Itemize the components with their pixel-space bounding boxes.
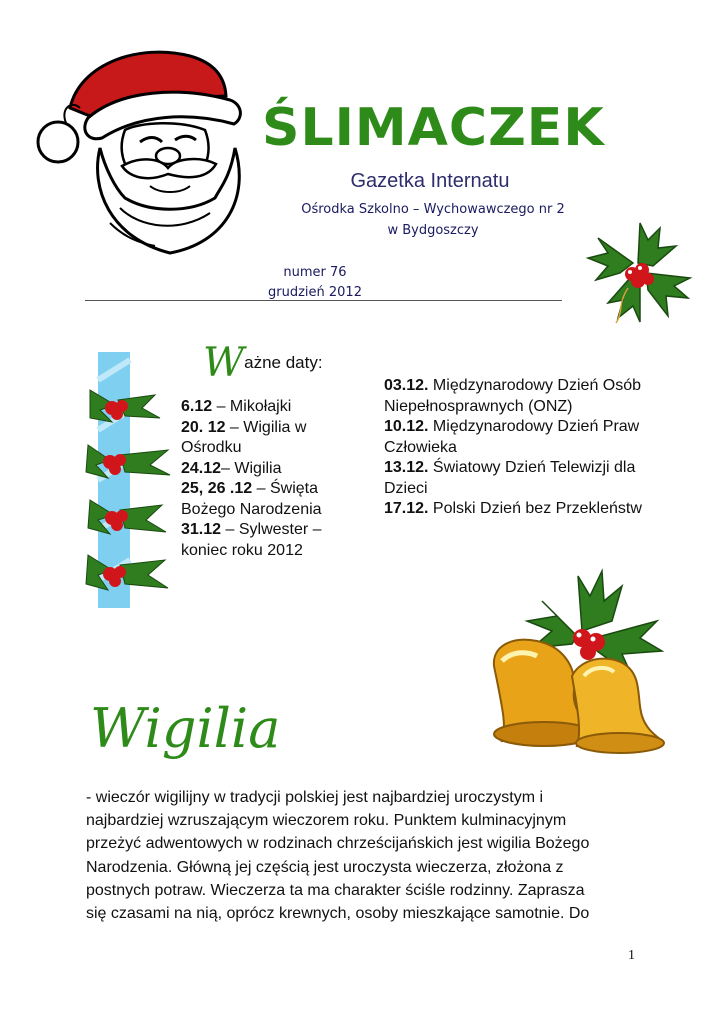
important-dates-heading (203, 340, 323, 386)
article-line: przeżyć adwentowych w rodzinach chrześcijańskich jest wigilia Bożego (86, 835, 590, 853)
page-number: 1 (628, 948, 635, 963)
issue-number: numer 76 (283, 265, 347, 280)
issue-date: grudzień 2012 (268, 285, 362, 300)
date-entry: 10.12. Międzynarodowy Dzień Praw Człowieka (384, 418, 640, 456)
newsletter-title: ŚLIMACZEK (262, 98, 605, 158)
date-entry: 03.12. Międzynarodowy Dzień Osób Niepełnosprawnych (ONZ) (384, 377, 642, 415)
holly-sprig-illustration (578, 218, 698, 328)
dates-left-column (181, 397, 356, 561)
date-entry: 20. 12 – Wigilia w Ośrodku (181, 418, 307, 456)
article-line: najbardziej wzruszającym wieczorem roku. Punktem kulminacyjnym (86, 812, 567, 830)
heading-rest: ażne daty: (244, 353, 323, 372)
santa-illustration (30, 38, 260, 263)
article-body (86, 786, 626, 925)
article-title: Wigilia (90, 697, 281, 760)
dates-right-column (384, 376, 654, 520)
date-entry: 13.12. Światowy Dzień Telewizji dla Dzieci (384, 459, 636, 497)
organization-line-1: Ośrodka Szkolno – Wychowawczego nr 2 (301, 202, 565, 217)
header-divider (85, 300, 562, 301)
newsletter-subtitle: Gazetka Internatu (350, 170, 510, 192)
date-entry: 25, 26 .12 – Święta Bożego Narodzenia (181, 480, 322, 518)
holly-ribbon-illustration (80, 350, 175, 612)
date-entry: 17.12. Polski Dzień bez Przekleństw (384, 500, 642, 517)
article-line: Narodzenia. Główną jej częścią jest uroczysta wieczerza, złożona z (86, 858, 564, 876)
heading-initial: W (203, 340, 245, 386)
date-entry: 31.12 – Sylwester – koniec roku 2012 (181, 521, 322, 559)
christmas-bells-illustration (482, 566, 682, 756)
article-line: - wieczór wigilijny w tradycji polskiej jest najbardziej uroczystym i (86, 789, 544, 806)
article-line: się czasami na nią, oprócz krewnych, osoby mieszkające samotnie. Do (86, 905, 590, 923)
organization-line-2: w Bydgoszczy (387, 223, 479, 238)
article-line: postnych potraw. Wieczerza ta ma charakter ściśle rodzinny. Zaprasza (86, 881, 585, 899)
date-entry: 6.12 – Mikołajki (181, 398, 292, 415)
date-entry: 24.12– Wigilia (181, 459, 282, 477)
